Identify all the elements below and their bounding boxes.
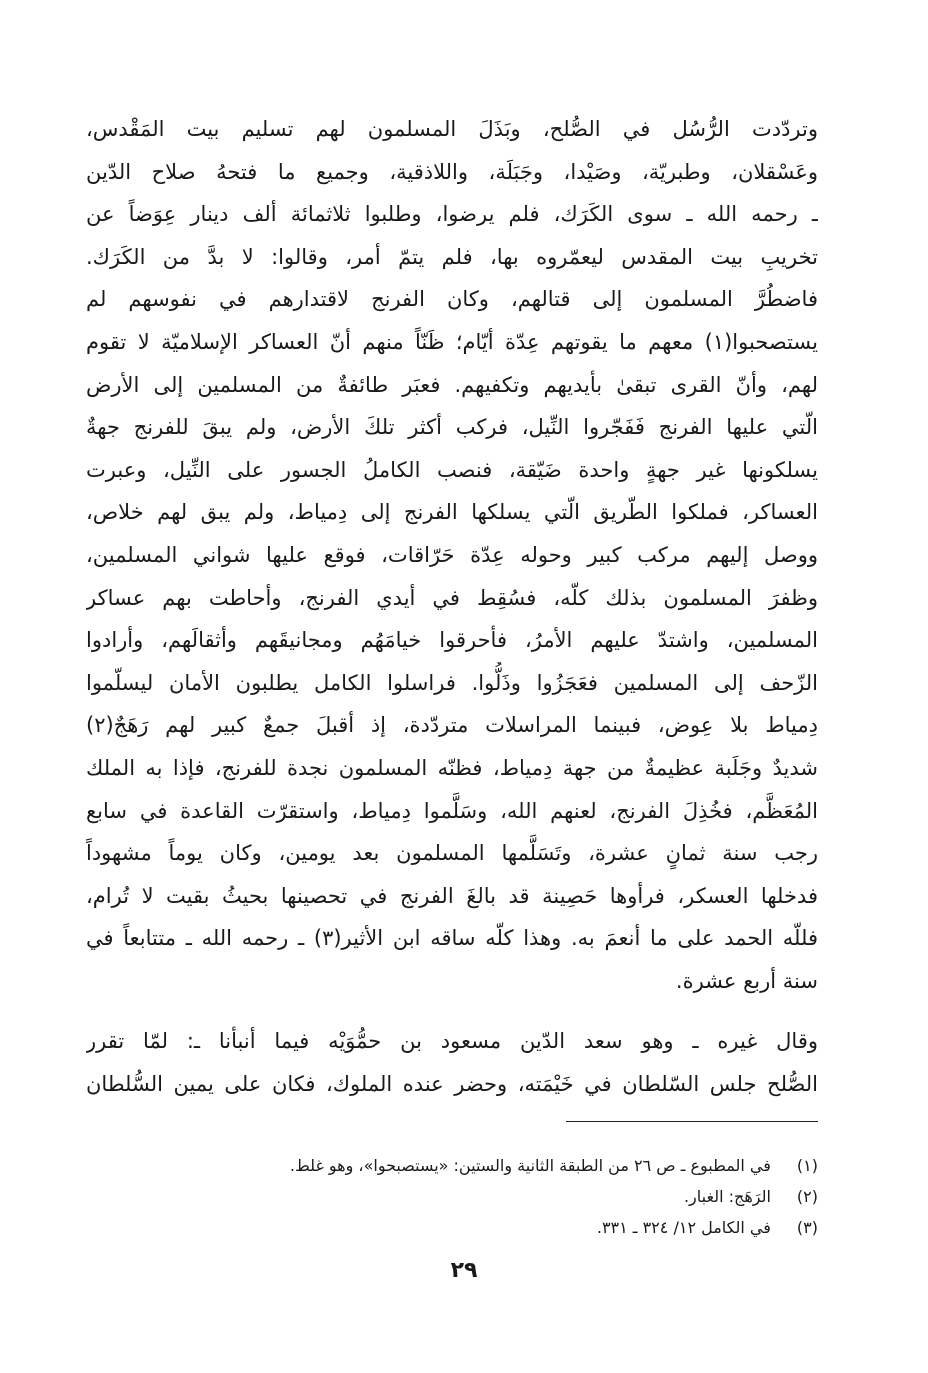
text-line: العساكر، فملكوا الطّريق الّتي يسلكها الفرنج إلى دِمياط، ولم يبق لهم خلاص، <box>86 500 818 525</box>
footnote-number: (٢) <box>796 1187 818 1206</box>
text-line: تخريبِ بيت المقدس ليعمّروه بها، فلم يتمّ أمر، وقالوا: لا بدَّ من الكَرَك. <box>86 244 818 269</box>
page-number: ٢٩ <box>450 1258 478 1283</box>
paragraph-1 <box>86 108 818 1002</box>
text-line: رجب سنة ثمانٍ عشرة، وتَسَلَّمها المسلمون بعد يومين، وكان يوماً مشهوداً <box>86 841 818 866</box>
footnote-text: الرَهَج: الغبار. <box>683 1187 771 1206</box>
text-line: يستصحبوا(١) معهم ما يقوتهم عِدّة أيّام؛ ظَنّاً منهم أنّ العساكر الإسلاميّة لا تقوم <box>86 329 818 354</box>
footnote-divider <box>566 1121 818 1122</box>
text-line: يسلكونها غير جهةٍ واحدة ضَيّقة، فنصب الكاملُ الجسور على النِّيل، وعبرت <box>86 457 818 482</box>
text-line: ـ رحمه الله ـ سوى الكَرَك، فلم يرضوا، وطلبوا ثلاثمائة ألف دينار عِوَضاً عن <box>86 202 818 227</box>
text-line: وقال غيره ـ وهو سعد الدّين مسعود بن حمُّوَيْه فيما أنبأنا ـ: لمّا تقرر <box>86 1029 818 1053</box>
text-line: الّتي عليها الفرنج فَفَجّروا النِّيل، فركب أكثر تلكَ الأرض، ولم يبقَ للفرنج جهةٌ <box>86 415 818 440</box>
text-line: الصُّلح جلس السّلطان في خَيْمَته، وحضر عنده الملوك، فكان على يمين السُّلطان <box>86 1071 818 1096</box>
text-line: فاضطُرَّ المسلمون إلى قتالهم، وكان الفرنج لاقتدارهم في نفوسهم لم <box>86 287 818 312</box>
text-line: شديدٌ وجَلَبة عظيمةٌ من جهة دِمياط، فظنّه المسلمون نجدة للفرنج، فإذا به الملك <box>86 755 818 780</box>
paragraph-2 <box>86 1020 818 1105</box>
text-line: وظفرَ المسلمون بذلك كلّه، فسُقِط في أيدي الفرنج، وأحاطت بهم عساكر <box>86 585 818 610</box>
text-line: المُعَظَّم، فخُذِلَ الفرنج، لعنهم الله، وسَلَّموا دِمياط، واستقرّت القاعدة في سابع <box>86 798 818 823</box>
text-line: فدخلها العسكر، فرأوها حَصِينة قد بالغَ الفرنج في تحصينها بحيثُ بقيت لا تُرام، <box>86 883 818 908</box>
text-line: وعَسْقلان، وطبريّة، وصَيْدا، وجَبَلَة، واللاذقية، وجميع ما فتحهُ صلاح الدّين <box>86 159 818 184</box>
text-line: دِمياط بلا عِوض، فبينما المراسلات متردّدة، إذ أقبلَ جمعٌ كبير لهم رَهَجٌ(٢) <box>86 713 818 738</box>
text-line: فللّه الحمد على ما أنعمَ به. وهذا كلّه ساقه ابن الأثير(٣) ـ رحمه الله ـ متتابعاً في <box>86 926 818 951</box>
text-line: الزّحف إلى المسلمين فعَجَزُوا وذَلُّوا. فراسلوا الكامل يطلبون الأمان ليسلّموا <box>86 670 818 695</box>
text-line: لهم، وأنّ القرى تبقىٰ بأيديهم وتكفيهم. فعبَر طائفةٌ من المسلمين إلى الأرض <box>86 372 818 397</box>
footnote <box>86 1181 818 1212</box>
footnote-number: (٣) <box>796 1218 818 1237</box>
footnote <box>86 1150 818 1181</box>
text-line: المسلمين، واشتدّ عليهم الأمرُ، فأحرقوا خيامَهُم ومجانيقَهم وأثقالَهم، وأرادوا <box>86 628 818 653</box>
footnote-text: في الكامل ١٢/ ٣٢٤ ـ ٣٣١. <box>596 1218 771 1237</box>
text-line: وتردّدت الرُّسُل في الصُّلح، وبَذَلَ المسلمون لهم تسليم بيت المَقْدس، <box>86 117 818 141</box>
footnote-text: في المطبوع ـ ص ٢٦ من الطبقة الثانية والستين: «يستصبحوا»، وهو غلط. <box>289 1156 771 1175</box>
text-line: ووصل إليهم مركب كبير وحوله عِدّة حَرّاقات، فوقع عليها شواني المسلمين، <box>86 542 818 567</box>
footnote-number: (١) <box>796 1156 818 1175</box>
footnote <box>86 1212 818 1243</box>
footnotes <box>86 1150 818 1243</box>
text-line: سنة أربع عشرة. <box>675 968 818 993</box>
